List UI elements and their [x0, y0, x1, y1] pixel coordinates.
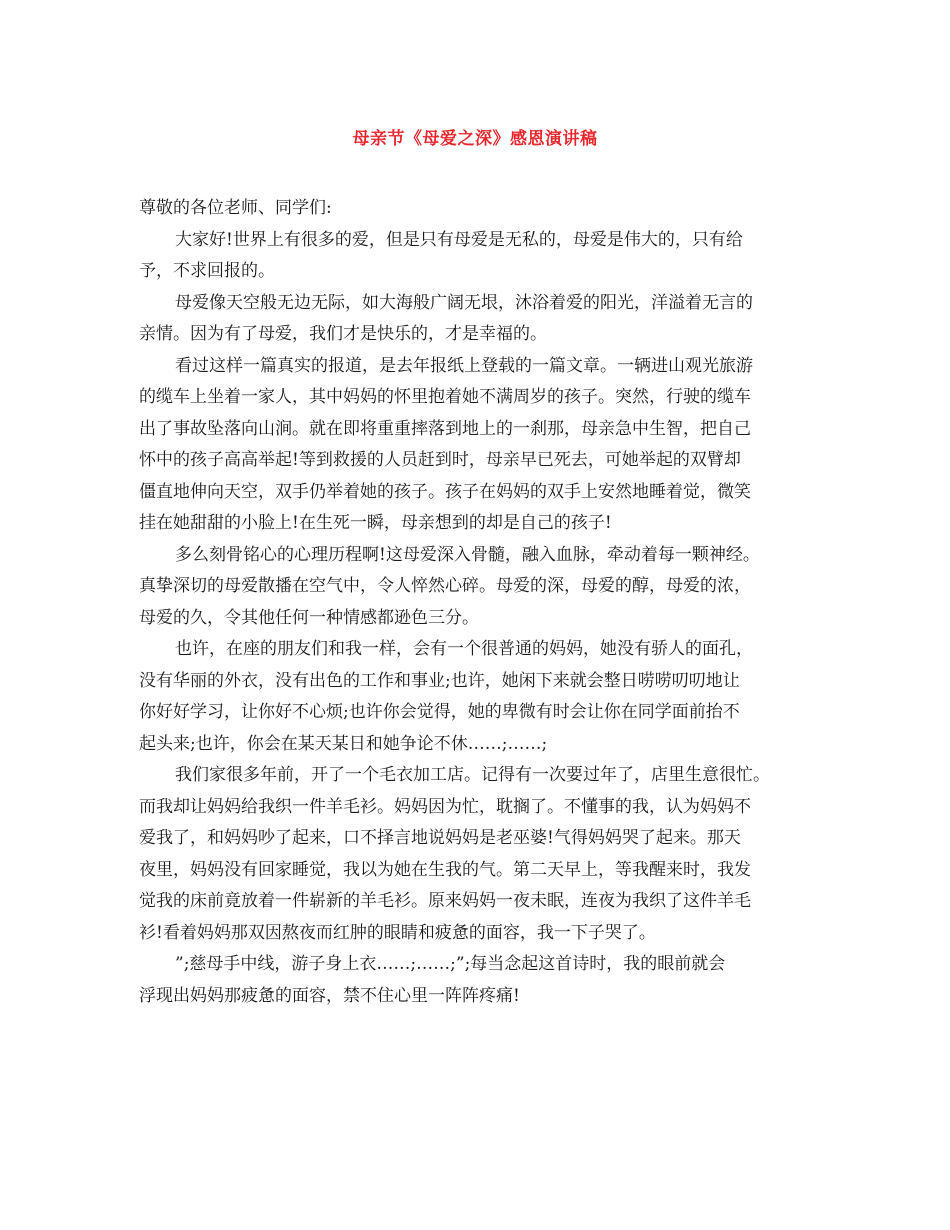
- paragraph-list: [139, 225, 827, 1013]
- paragraph-line: 起头来;也许，你会在某天某日和她争论不休……;……;: [139, 733, 548, 754]
- paragraph-line: 大家好!世界上有很多的爱，但是只有母爱是无私的，母爱是伟大的，只有给: [175, 229, 743, 250]
- paragraph-line: 出了事故坠落向山涧。就在即将重重摔落到地上的一刹那，母亲急中生智，把自己: [139, 418, 751, 439]
- paragraph: [139, 949, 827, 1012]
- paragraph-line: 真挚深切的母爱散播在空气中，令人悴然心碎。母爱的深，母爱的醇，母爱的浓，: [139, 576, 751, 596]
- paragraph-line: 母爱的久，令其他任何一种情感都逊色三分。: [139, 607, 479, 628]
- paragraph-line: 挂在她甜甜的小脸上!在生死一瞬，母亲想到的却是自己的孩子!: [139, 513, 612, 533]
- paragraph-line: 亲情。因为有了母爱，我们才是快乐的，才是幸福的。: [139, 324, 547, 344]
- paragraph-line: 浮现出妈妈那疲惫的面容，禁不住心里一阵阵疼痛!: [139, 985, 520, 1006]
- paragraph: [139, 225, 827, 288]
- paragraph: [139, 288, 827, 351]
- paragraph-line: 僵直地伸向天空，双手仍举着她的孩子。孩子在妈妈的双手上安然地睡着觉，微笑: [139, 481, 751, 502]
- paragraph-line: 的缆车上坐着一家人，其中妈妈的怀里抱着她不满周岁的孩子。突然，行驶的缆车: [139, 387, 751, 407]
- paragraph-line: 而我却让妈妈给我织一件羊毛衫。妈妈因为忙，耽搁了。不懂事的我，认为妈妈不: [139, 796, 751, 817]
- paragraph-line: 多么刻骨铭心的心理历程啊!这母爱深入骨髓，融入血脉，牵动着每一颗神经。: [175, 544, 760, 565]
- paragraph-line: 夜里，妈妈没有回家睡觉，我以为她在生我的气。第二天早上，等我醒来时，我发: [139, 859, 751, 880]
- document-title: 母亲节《母爱之深》感恩演讲稿: [352, 129, 598, 149]
- document-body: [139, 193, 827, 1012]
- paragraph-line: 觉我的床前竟放着一件崭新的羊毛衫。原来妈妈一夜未眠，连夜为我织了这件羊毛: [139, 891, 751, 911]
- paragraph-line: 衫!看着妈妈那双因熬夜而红肿的眼睛和疲惫的面容，我一下子哭了。: [139, 922, 656, 943]
- paragraph-line: 你好好学习，让你好不心烦;也许你会觉得，她的卑微有时会让你在同学面前抬不: [139, 702, 740, 722]
- paragraph: [139, 634, 827, 760]
- paragraph-line: 没有华丽的外衣，没有出色的工作和事业;也许，她闲下来就会整日唠唠叨叨地让: [139, 670, 740, 691]
- paragraph-line: 爱我了，和妈妈吵了起来，口不择言地说妈妈是老巫婆!气得妈妈哭了起来。那天: [139, 828, 741, 848]
- salutation: 尊敬的各位老师、同学们:: [139, 198, 332, 218]
- paragraph-line: 予，不求回报的。: [139, 261, 275, 281]
- paragraph: [139, 351, 827, 540]
- paragraph: [139, 760, 827, 949]
- paragraph-line: 看过这样一篇真实的报道，是去年报纸上登载的一篇文章。一辆进山观光旅游: [175, 355, 753, 376]
- paragraph-line: 我们家很多年前，开了一个毛衣加工店。记得有一次要过年了，店里生意很忙。: [175, 765, 770, 785]
- paragraph: [139, 540, 827, 635]
- paragraph-line: 怀中的孩子高高举起!等到救援的人员赶到时，母亲早已死去，可她举起的双臂却: [139, 450, 741, 470]
- paragraph-line: ”;慈母手中线，游子身上衣……;……;”;每当念起这首诗时，我的眼前就会: [175, 954, 726, 974]
- paragraph-line: 母爱像天空般无边无际，如大海般广阔无垠，沐浴着爱的阳光，洋溢着无言的: [175, 292, 753, 313]
- paragraph-line: 也许，在座的朋友们和我一样，会有一个很普通的妈妈，她没有骄人的面孔，: [175, 639, 753, 659]
